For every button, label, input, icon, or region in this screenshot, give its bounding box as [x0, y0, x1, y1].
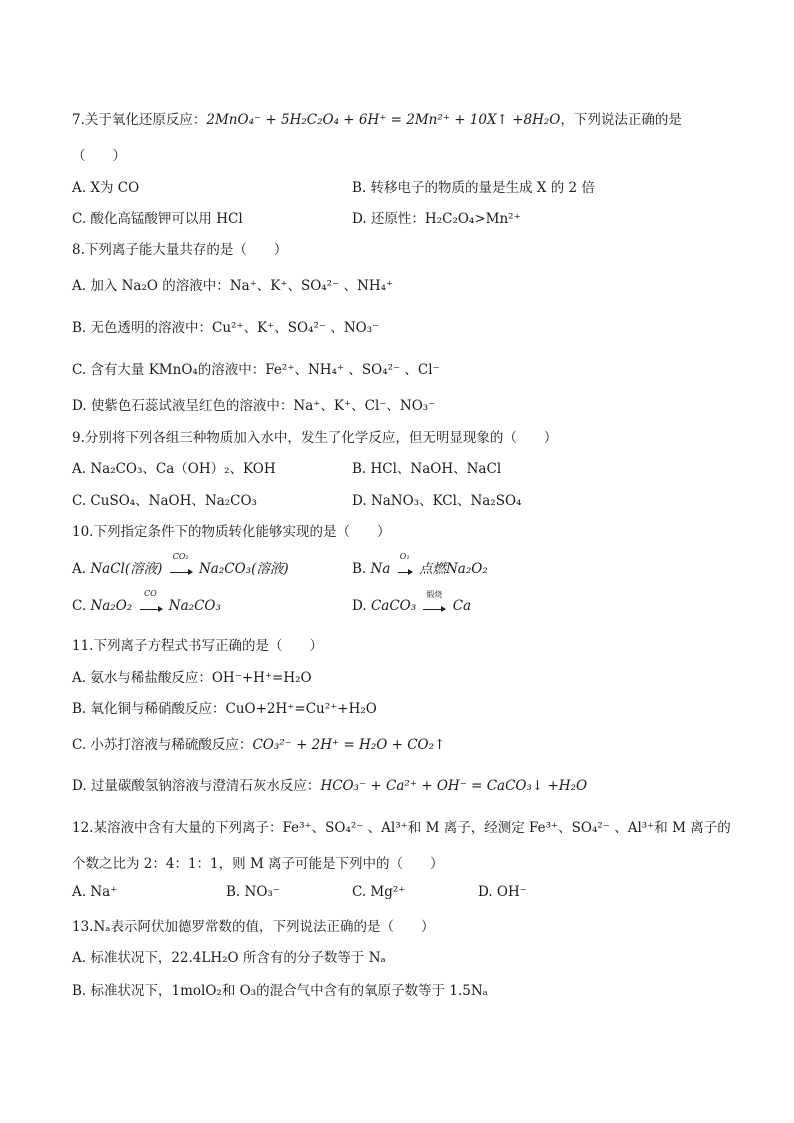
option-b-product: 点燃Na₂O₂	[418, 561, 488, 577]
question-13-stem: 13.Nₐ表示阿伏加德罗常数的值，下列说法正确的是（ ）	[72, 919, 435, 935]
option-c-label: C.	[72, 598, 87, 614]
arrow-condition: CO₂	[172, 552, 189, 561]
option-a-product: Na₂CO₃(溶液)	[198, 561, 289, 577]
option-a-reactant: NaCl(溶液)	[90, 561, 163, 577]
option-c-product: Na₂CO₃	[168, 598, 221, 614]
reaction-arrow-icon	[423, 590, 445, 614]
question-8-stem: 8.下列离子能大量共存的是（ ）	[72, 242, 288, 258]
option-b-label: B.	[352, 561, 367, 577]
question-12-option-a: A. Na⁺	[72, 884, 118, 900]
question-10-option-c	[72, 589, 221, 614]
question-11-option-d	[72, 774, 587, 794]
option-b-reactant: Na	[370, 561, 391, 577]
question-10-option-a	[72, 552, 289, 577]
question-7-option-d: D. 还原性：H₂C₂O₄>Mn²⁺	[352, 211, 521, 227]
reaction-arrow-icon	[140, 589, 162, 614]
question-12-stem-line1: 12.某溶液中含有大量的下列离子：Fe³⁺、SO₄²⁻ 、Al³⁺和 M 离子，经测定 Fe³⁺、SO₄²⁻ 、Al³⁺和 M 离子的	[72, 820, 731, 836]
option-d-label: D.	[352, 598, 367, 614]
option-d-text: D. 过量碳酸氢钠溶液与澄清石灰水反应：	[72, 778, 321, 794]
question-7-prefix: 7.关于氧化还原反应：	[72, 112, 207, 128]
option-c-reactant: Na₂O₂	[90, 598, 133, 614]
question-9-option-d: D. NaNO₃、KCl、Na₂SO₄	[352, 493, 522, 509]
option-c-text: C. 小苏打溶液与稀硫酸反应：	[72, 737, 253, 753]
question-12-option-b: B. NO₃⁻	[226, 884, 280, 900]
question-8-option-d: D. 使紫色石蕊试液呈红色的溶液中：Na⁺、K⁺、Cl⁻、NO₃⁻	[72, 398, 436, 414]
question-7-option-b: B. 转移电子的物质的量是生成 X 的 2 倍	[352, 180, 595, 196]
option-c-equation: CO₃²⁻ + 2H⁺ = H₂O + CO₂↑	[252, 737, 446, 753]
question-13-option-a: A. 标准状况下，22.4LH₂O 所含有的分子数等于 Nₐ	[72, 950, 386, 966]
question-8-option-b: B. 无色透明的溶液中：Cu²⁺、K⁺、SO₄²⁻ 、NO₃⁻	[72, 320, 380, 336]
option-d-reactant: CaCO₃	[370, 598, 417, 614]
option-a-label: A.	[72, 561, 87, 577]
question-7-equation: 2MnO₄⁻ + 5H₂C₂O₄ + 6H⁺ = 2Mn²⁺ + 10X↑ +8H₂O	[206, 112, 561, 128]
arrow-condition: O₂	[399, 552, 410, 561]
question-12-option-d: D. OH⁻	[478, 884, 527, 900]
question-8-option-c: C. 含有大量 KMnO₄的溶液中：Fe²⁺、NH₄⁺ 、SO₄²⁻ 、Cl⁻	[72, 362, 440, 378]
question-9-option-a: A. Na₂CO₃、Ca（OH）₂、KOH	[72, 461, 276, 477]
question-11-stem: 11.下列离子方程式书写正确的是（ ）	[72, 638, 323, 654]
question-12-stem-line2: 个数之比为 2：4：1：1，则 M 离子可能是下列中的（ ）	[72, 856, 444, 872]
question-7-suffix: ，下列说法正确的是	[560, 112, 682, 128]
question-7-option-c: C. 酸化高锰酸钾可以用 HCl	[72, 211, 243, 227]
question-7-blank: （ ）	[72, 148, 126, 164]
option-d-equation: HCO₃⁻ + Ca²⁺ + OH⁻ = CaCO₃↓ +H₂O	[320, 778, 588, 794]
question-7-stem	[72, 108, 682, 128]
question-12-option-c: C. Mg²⁺	[352, 884, 406, 900]
reaction-arrow-icon	[170, 552, 192, 577]
question-9-option-c: C. CuSO₄、NaOH、Na₂CO₃	[72, 493, 257, 509]
question-11-option-a: A. 氨水与稀盐酸反应：OH⁻+H⁺=H₂O	[72, 670, 312, 686]
question-9-stem: 9.分别将下列各组三种物质加入水中，发生了化学反应，但无明显现象的（ ）	[72, 430, 558, 446]
option-d-product: Ca	[452, 598, 472, 614]
question-11-option-b: B. 氧化铜与稀硝酸反应：CuO+2H⁺=Cu²⁺+H₂O	[72, 701, 377, 717]
reaction-arrow-icon	[398, 552, 412, 577]
question-7-option-a: A. X为 CO	[72, 180, 140, 196]
question-10-option-b	[352, 552, 488, 577]
question-8-option-a: A. 加入 Na₂O 的溶液中：Na⁺、K⁺、SO₄²⁻ 、NH₄⁺	[72, 278, 394, 294]
question-13-option-b: B. 标准状况下，1molO₂和 O₃的混合气中含有的氧原子数等于 1.5Nₐ	[72, 983, 488, 999]
arrow-condition: 煅烧	[426, 590, 443, 599]
question-10-option-d	[352, 590, 472, 614]
question-10-stem: 10.下列指定条件下的物质转化能够实现的是（ ）	[72, 524, 391, 540]
arrow-condition: CO	[144, 589, 157, 598]
question-9-option-b: B. HCl、NaOH、NaCl	[352, 461, 502, 477]
question-11-option-c	[72, 733, 445, 753]
